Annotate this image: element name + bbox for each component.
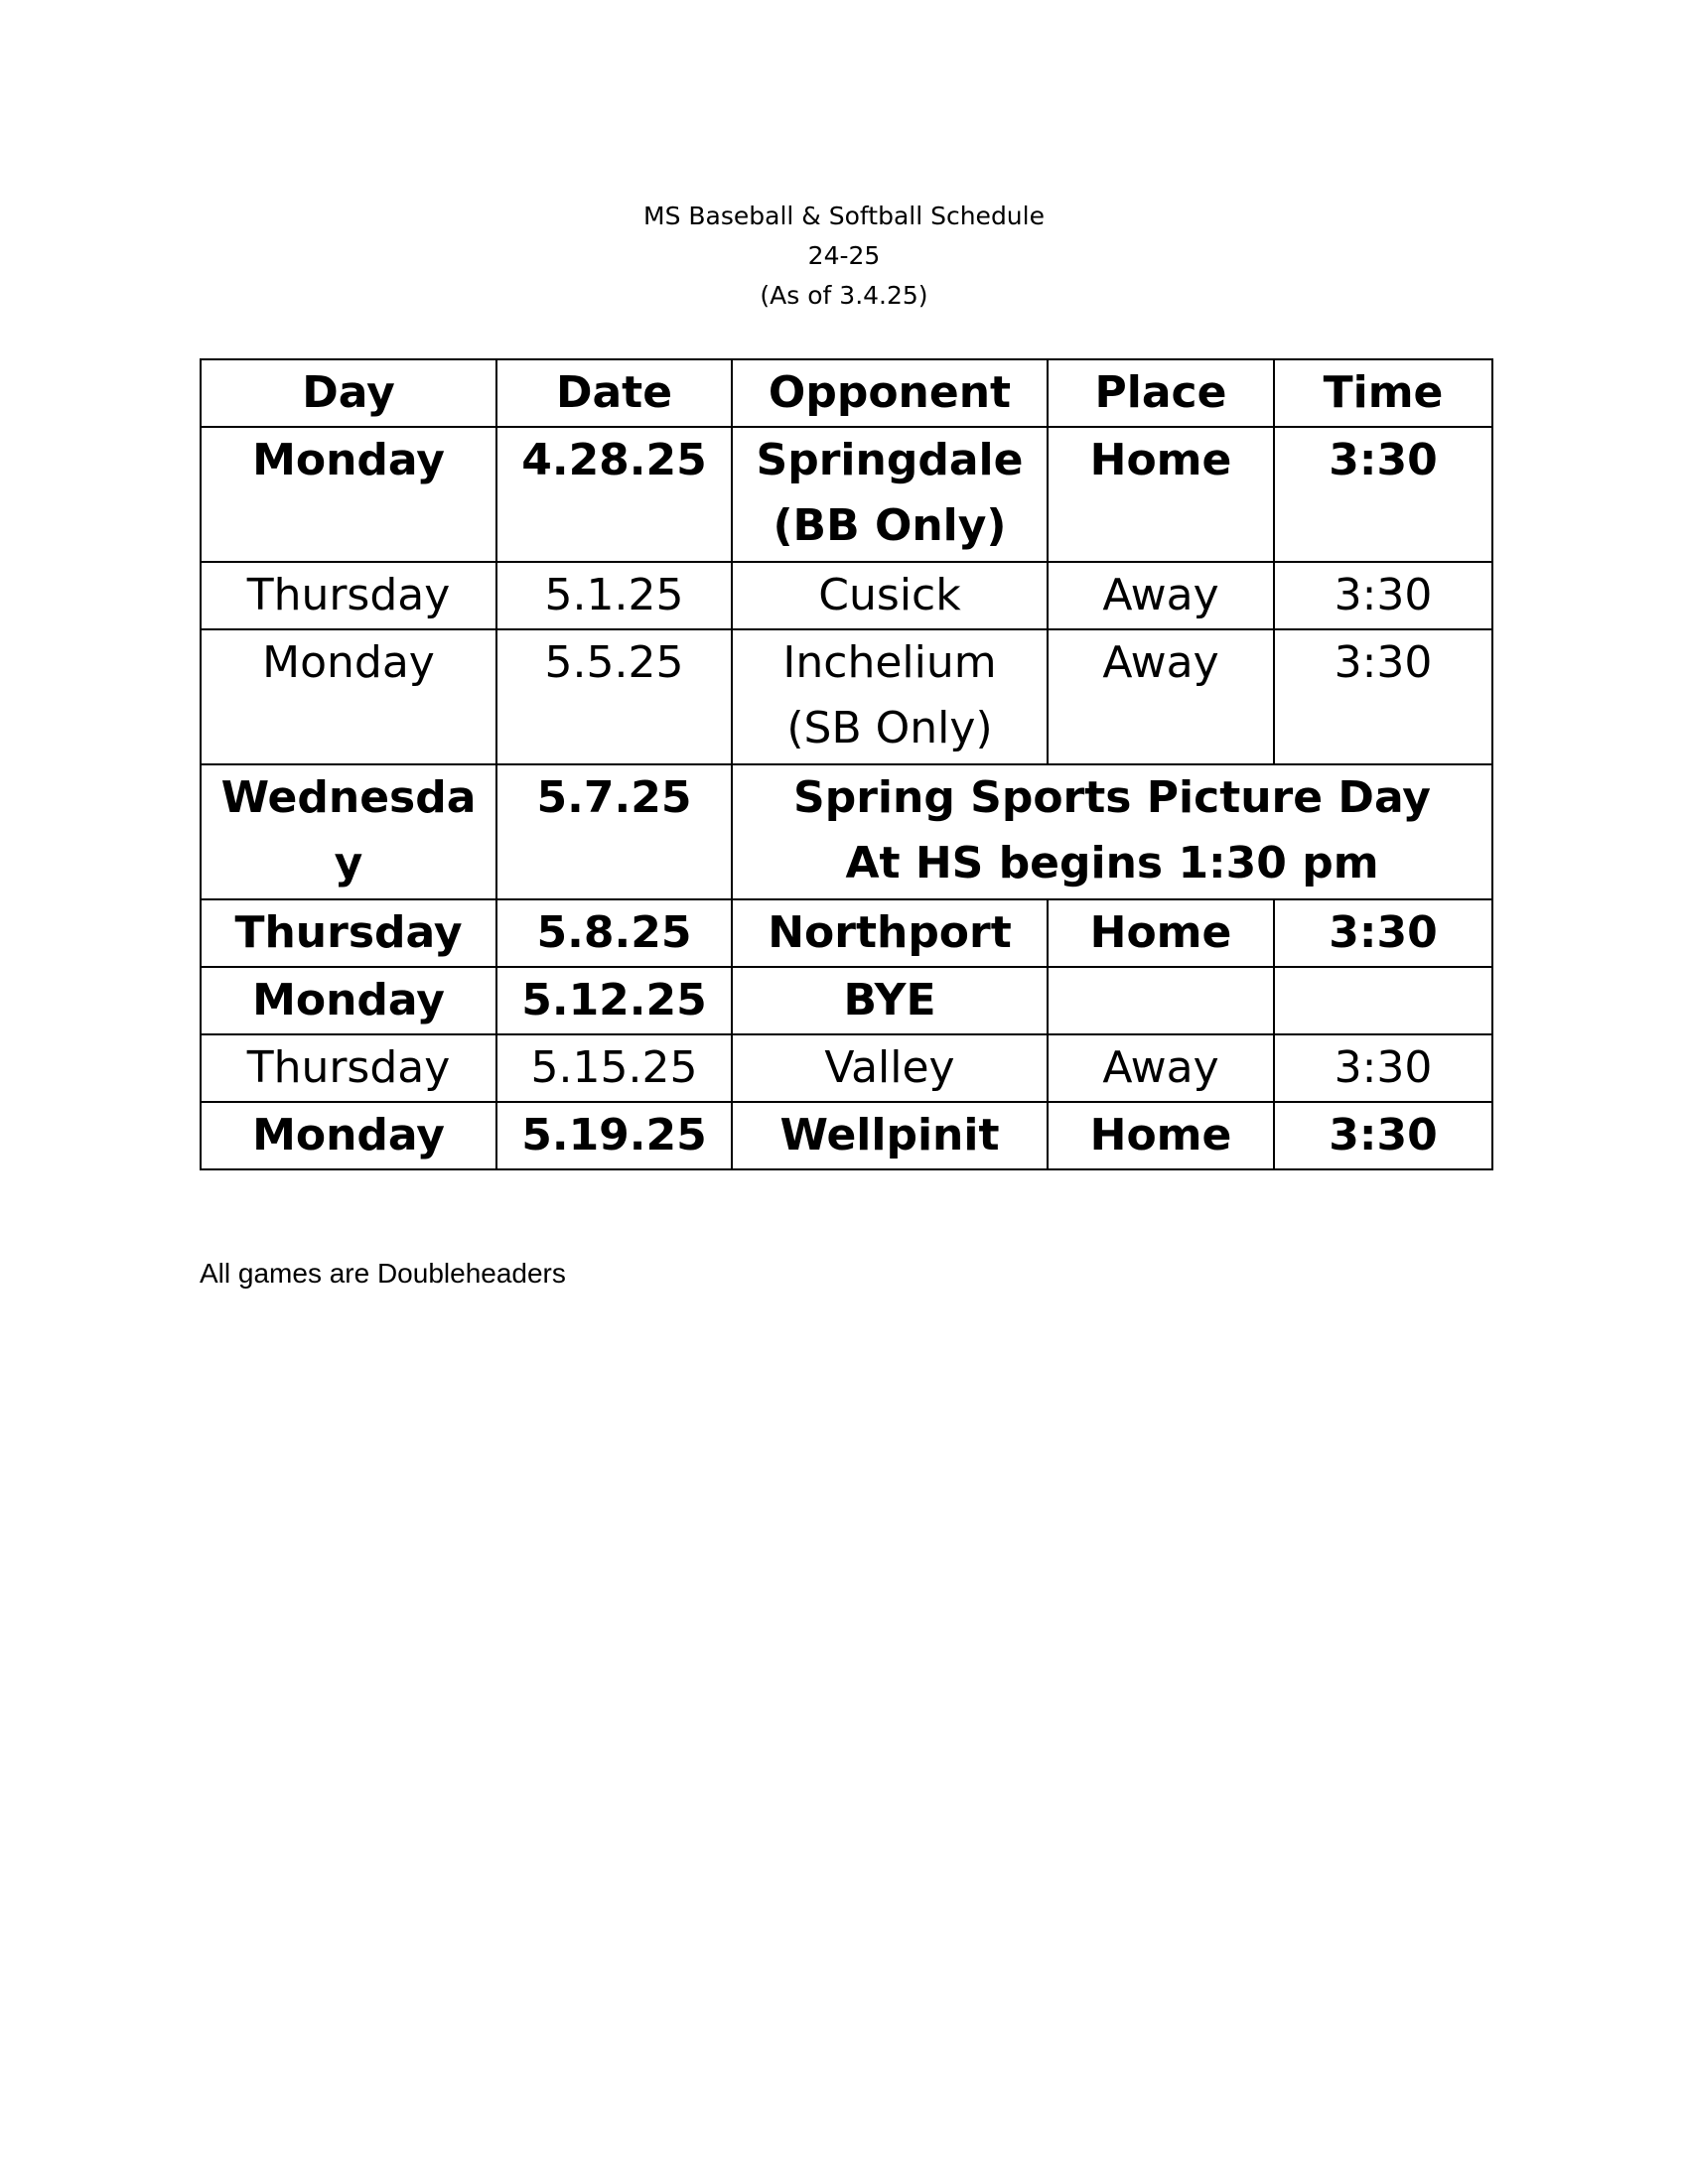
schedule-title: MS Baseball & Softball Schedule [643, 202, 1045, 230]
table-row [201, 562, 1492, 629]
day-part-1: Wednesda [220, 772, 477, 823]
opponent-note: (SB Only) [786, 703, 993, 753]
cell-time: 3:30 [1274, 427, 1492, 562]
cell-place: Away [1048, 629, 1274, 764]
footer-note: All games are Doubleheaders [200, 1258, 566, 1289]
cell-opponent: Cusick [732, 562, 1048, 629]
cell-time: 3:30 [1274, 1034, 1492, 1102]
column-header-place: Place [1048, 359, 1274, 427]
cell-opponent: BYE [732, 967, 1048, 1034]
opponent-note: (BB Only) [773, 500, 1007, 551]
cell-date: 5.15.25 [496, 1034, 732, 1102]
table-row [201, 764, 1492, 899]
cell-place [1048, 967, 1274, 1034]
cell-time: 3:30 [1274, 899, 1492, 967]
opponent-name: Inchelium [782, 637, 997, 688]
cell-day: Monday [201, 427, 496, 562]
cell-date: 5.5.25 [496, 629, 732, 764]
cell-opponent [732, 427, 1048, 562]
cell-date: 5.8.25 [496, 899, 732, 967]
day-part-2: y [334, 838, 363, 888]
cell-opponent [732, 629, 1048, 764]
cell-time: 3:30 [1274, 629, 1492, 764]
table-row [201, 629, 1492, 764]
cell-date: 5.1.25 [496, 562, 732, 629]
cell-time: 3:30 [1274, 562, 1492, 629]
table-header-row [201, 359, 1492, 427]
opponent-name: Springdale [756, 435, 1024, 485]
cell-day: Monday [201, 629, 496, 764]
cell-time: 3:30 [1274, 1102, 1492, 1169]
schedule-header [0, 197, 1688, 316]
column-header-day: Day [201, 359, 496, 427]
cell-time [1274, 967, 1492, 1034]
cell-date: 4.28.25 [496, 427, 732, 562]
table-row [201, 427, 1492, 562]
cell-place: Home [1048, 899, 1274, 967]
schedule-season: 24-25 [807, 241, 881, 270]
cell-day [201, 764, 496, 899]
cell-date: 5.12.25 [496, 967, 732, 1034]
cell-event [732, 764, 1492, 899]
column-header-opponent: Opponent [732, 359, 1048, 427]
table-row [201, 1102, 1492, 1169]
cell-day: Monday [201, 967, 496, 1034]
event-details: At HS begins 1:30 pm [845, 838, 1379, 888]
column-header-time: Time [1274, 359, 1492, 427]
cell-opponent: Northport [732, 899, 1048, 967]
cell-day: Thursday [201, 899, 496, 967]
schedule-as-of: (As of 3.4.25) [760, 281, 928, 310]
cell-date: 5.7.25 [496, 764, 732, 899]
column-header-date: Date [496, 359, 732, 427]
event-title: Spring Sports Picture Day [793, 772, 1431, 823]
table-row [201, 1034, 1492, 1102]
cell-date: 5.19.25 [496, 1102, 732, 1169]
cell-place: Home [1048, 427, 1274, 562]
cell-day: Thursday [201, 1034, 496, 1102]
cell-opponent: Wellpinit [732, 1102, 1048, 1169]
cell-place: Home [1048, 1102, 1274, 1169]
cell-place: Away [1048, 1034, 1274, 1102]
schedule-table [200, 358, 1493, 1170]
cell-opponent: Valley [732, 1034, 1048, 1102]
table-row [201, 967, 1492, 1034]
cell-place: Away [1048, 562, 1274, 629]
cell-day: Thursday [201, 562, 496, 629]
table-row [201, 899, 1492, 967]
cell-day: Monday [201, 1102, 496, 1169]
